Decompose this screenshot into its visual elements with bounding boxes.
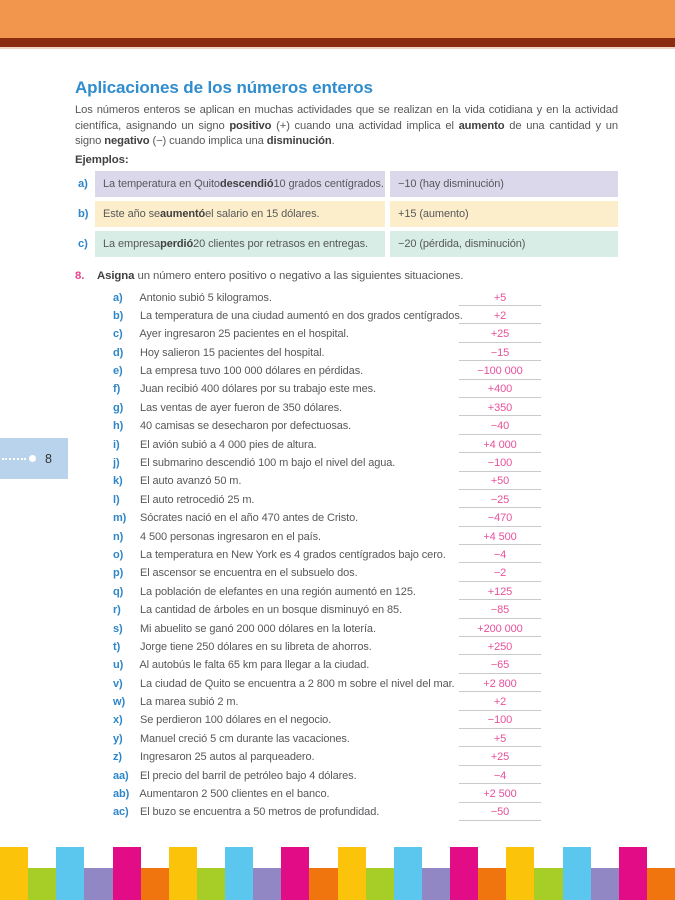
example-letter: b): [78, 207, 89, 220]
strip-block-yellow: [0, 847, 28, 900]
example-letter: a): [78, 177, 88, 190]
intro-paragraph: Los números enteros se aplican en muchas actividades que se realizan en la vida cotidiana y en la actividad científica, asignando un signo positivo (+) cuando una actividad implica el aumento de una cantidad y un signo negativo (−) cuando implica una disminución.: [75, 104, 618, 147]
item-text: La población de elefantes en una región aumentó en 125.: [139, 585, 416, 598]
strip-block-purple: [422, 868, 450, 900]
item-answer-line: −65: [459, 657, 541, 674]
strip-block-blue: [225, 847, 253, 900]
page-title: Aplicaciones de los números enteros: [75, 78, 373, 97]
item-letter: h): [113, 420, 124, 433]
strip-block-magenta: [619, 847, 647, 900]
item-text: Ingresaron 25 autos al parqueadero.: [139, 751, 315, 764]
strip-block-blue: [563, 847, 591, 900]
item-answer-line: +350: [459, 400, 541, 417]
example-row: [75, 231, 618, 257]
examples-table: [75, 171, 618, 257]
item-text: Antonio subió 5 kilogramos.: [139, 291, 272, 304]
item-text: El ascensor se encuentra en el subsuelo dos.: [139, 567, 358, 580]
item-text: Ayer ingresaron 25 pacientes en el hospital.: [139, 328, 349, 341]
item-text: Manuel creció 5 cm durante las vacaciones.: [139, 732, 350, 745]
example-situation: La temperatura en Quito descendió 10 grados centígrados.: [95, 171, 385, 197]
exercise-prompt-text: [97, 269, 463, 283]
item-answer-line: +2 500: [459, 786, 541, 803]
item-text: Al autobús le falta 65 km para llegar a la ciudad.: [139, 659, 370, 672]
exercise-8: [75, 269, 618, 822]
exercise-item-row: [75, 546, 618, 564]
exercise-item-row: [75, 656, 618, 674]
item-text: Aumentaron 2 500 clientes en el banco.: [139, 788, 330, 801]
item-answer-line: −4: [459, 768, 541, 785]
item-answer-line: −15: [459, 345, 541, 362]
exercise-item-row: [75, 748, 618, 766]
item-letter: ac): [113, 806, 129, 819]
item-letter: r): [113, 604, 121, 617]
examples-label: Ejemplos:: [75, 153, 129, 166]
strip-block-orange: [141, 868, 169, 900]
item-answer-line: +200 000: [459, 621, 541, 638]
exercise-item-row: [75, 711, 618, 729]
exercise-item-row: [75, 509, 618, 527]
item-text: Mi abuelito se ganó 200 000 dólares en la lotería.: [139, 622, 376, 635]
page-number-tab: [0, 438, 68, 479]
item-answer-line: +400: [459, 381, 541, 398]
item-answer-line: −470: [459, 510, 541, 527]
strip-block-magenta: [113, 847, 141, 900]
item-answer-line: +50: [459, 473, 541, 490]
exercise-item-row: [75, 307, 618, 325]
item-answer-line: +4 000: [459, 437, 541, 454]
item-text: El avión subió a 4 000 pies de altura.: [139, 438, 317, 451]
item-text: La empresa tuvo 100 000 dólares en pérdidas.: [139, 365, 364, 378]
exercise-item-row: [75, 785, 618, 803]
item-letter: m): [113, 512, 127, 525]
exercise-item-row: [75, 325, 618, 343]
item-text: Sócrates nació en el año 470 antes de Cristo.: [139, 512, 359, 525]
item-text: La temperatura de una ciudad aumentó en dos grados centígrados.: [139, 309, 463, 322]
item-text: La temperatura en New York es 4 grados centígrados bajo cero.: [139, 548, 446, 561]
exercise-item-row: [75, 620, 618, 638]
exercise-item-row: [75, 693, 618, 711]
item-text: El auto retrocedió 25 m.: [139, 493, 255, 506]
item-answer-line: +4 500: [459, 529, 541, 546]
item-letter: aa): [113, 769, 129, 782]
exercise-item-row: [75, 344, 618, 362]
strip-block-orange: [478, 868, 506, 900]
item-letter: l): [113, 493, 120, 506]
item-text: La cantidad de árboles en un bosque disminuyó en 85.: [139, 604, 403, 617]
item-answer-line: +125: [459, 584, 541, 601]
exercise-item-row: [75, 528, 618, 546]
item-letter: a): [113, 291, 123, 304]
item-letter: v): [113, 677, 123, 690]
item-answer-line: −25: [459, 492, 541, 509]
exercise-item-row: [75, 730, 618, 748]
item-answer-line: +2 800: [459, 676, 541, 693]
strip-block-green: [28, 868, 56, 900]
example-letter: c): [78, 237, 88, 250]
exercise-item-row: [75, 436, 618, 454]
exercise-prompt-verb: Asigna: [97, 269, 135, 282]
item-answer-line: +5: [459, 290, 541, 307]
item-letter: f): [113, 383, 121, 396]
example-situation: Este año se aumentó el salario en 15 dólares.: [95, 201, 385, 227]
item-answer-line: +25: [459, 749, 541, 766]
strip-block-orange: [647, 868, 675, 900]
strip-block-green: [366, 868, 394, 900]
item-text: Jorge tiene 250 dólares en su libreta de ahorros.: [139, 640, 372, 653]
exercise-item-row: [75, 638, 618, 656]
decorative-color-strip: [0, 847, 675, 900]
item-letter: y): [113, 732, 123, 745]
example-row: [75, 201, 618, 227]
exercise-item-row: [75, 454, 618, 472]
strip-block-blue: [56, 847, 84, 900]
item-letter: g): [113, 401, 124, 414]
page-content: [75, 78, 618, 822]
exercise-item-row: [75, 417, 618, 435]
item-text: El submarino descendió 100 m bajo el nivel del agua.: [139, 457, 396, 470]
strip-block-yellow: [506, 847, 534, 900]
item-answer-line: −50: [459, 804, 541, 821]
example-row: [75, 171, 618, 197]
strip-block-purple: [253, 868, 281, 900]
item-letter: d): [113, 346, 124, 359]
strip-block-green: [534, 868, 562, 900]
item-answer-line: −40: [459, 418, 541, 435]
item-answer-line: −100 000: [459, 363, 541, 380]
item-letter: u): [113, 659, 124, 672]
item-letter: k): [113, 475, 123, 488]
item-letter: q): [113, 585, 124, 598]
item-answer-line: −100: [459, 712, 541, 729]
exercise-item-row: [75, 380, 618, 398]
header-maroon-band: [0, 38, 675, 47]
exercise-item-row: [75, 675, 618, 693]
example-answer: +15 (aumento): [390, 201, 618, 227]
item-text: 40 camisas se desecharon por defectuosas.: [139, 420, 352, 433]
item-text: El auto avanzó 50 m.: [139, 475, 242, 488]
item-letter: ab): [113, 788, 130, 801]
strip-block-yellow: [169, 847, 197, 900]
item-answer-line: +5: [459, 731, 541, 748]
item-text: Se perdieron 100 dólares en el negocio.: [139, 714, 332, 727]
strip-block-green: [197, 868, 225, 900]
item-text: Las ventas de ayer fueron de 350 dólares.: [139, 401, 342, 414]
item-text: La marea subió 2 m.: [139, 696, 239, 709]
item-answer-line: +250: [459, 639, 541, 656]
item-letter: x): [113, 714, 123, 727]
item-answer-line: +2: [459, 308, 541, 325]
item-letter: o): [113, 548, 124, 561]
page-number: 8: [45, 451, 52, 466]
item-letter: j): [113, 457, 120, 470]
item-text: Hoy salieron 15 pacientes del hospital.: [139, 346, 325, 359]
item-letter: z): [113, 751, 122, 764]
item-letter: b): [113, 309, 124, 322]
strip-block-yellow: [338, 847, 366, 900]
item-letter: i): [113, 438, 120, 451]
item-text: 4 500 personas ingresaron en el país.: [139, 530, 321, 543]
exercise-item-row: [75, 491, 618, 509]
example-answer: −20 (pérdida, disminución): [390, 231, 618, 257]
strip-block-blue: [394, 847, 422, 900]
item-letter: p): [113, 567, 124, 580]
item-answer-line: −2: [459, 565, 541, 582]
item-letter: s): [113, 622, 123, 635]
dot-marker-icon: [29, 455, 36, 462]
exercise-prompt: [75, 269, 618, 283]
exercise-item-row: [75, 564, 618, 582]
exercise-item-row: [75, 472, 618, 490]
item-answer-line: −85: [459, 602, 541, 619]
item-letter: c): [113, 328, 123, 341]
item-answer-line: −4: [459, 547, 541, 564]
exercise-item-row: [75, 583, 618, 601]
exercise-item-row: [75, 399, 618, 417]
item-answer-line: −100: [459, 455, 541, 472]
item-text: El precio del barril de petróleo bajo 4 dólares.: [139, 769, 357, 782]
item-answer-line: +2: [459, 694, 541, 711]
example-situation: La empresa perdió 20 clientes por retrasos en entregas.: [95, 231, 385, 257]
item-letter: e): [113, 365, 123, 378]
exercise-item-row: [75, 767, 618, 785]
item-letter: n): [113, 530, 124, 543]
exercise-item-row: [75, 362, 618, 380]
exercise-number: 8.: [75, 269, 85, 282]
exercise-item-row: [75, 289, 618, 307]
item-letter: w): [113, 696, 126, 709]
header-orange-band: [0, 0, 675, 38]
item-letter: t): [113, 640, 121, 653]
exercise-item-list: [75, 289, 618, 822]
exercise-item-row: [75, 803, 618, 821]
strip-block-magenta: [281, 847, 309, 900]
item-text: Juan recibió 400 dólares por su trabajo este mes.: [139, 383, 376, 396]
strip-block-magenta: [450, 847, 478, 900]
example-answer: −10 (hay disminución): [390, 171, 618, 197]
strip-block-orange: [309, 868, 337, 900]
header-pink-line: [0, 47, 675, 49]
exercise-item-row: [75, 601, 618, 619]
exercise-prompt-rest: un número entero positivo o negativo a las siguientes situaciones.: [134, 269, 464, 282]
item-answer-line: +25: [459, 326, 541, 343]
dotted-line: [2, 458, 26, 460]
strip-block-purple: [84, 868, 112, 900]
item-text: El buzo se encuentra a 50 metros de profundidad.: [139, 806, 380, 819]
strip-block-purple: [591, 868, 619, 900]
item-text: La ciudad de Quito se encuentra a 2 800 m sobre el nivel del mar.: [139, 677, 455, 690]
